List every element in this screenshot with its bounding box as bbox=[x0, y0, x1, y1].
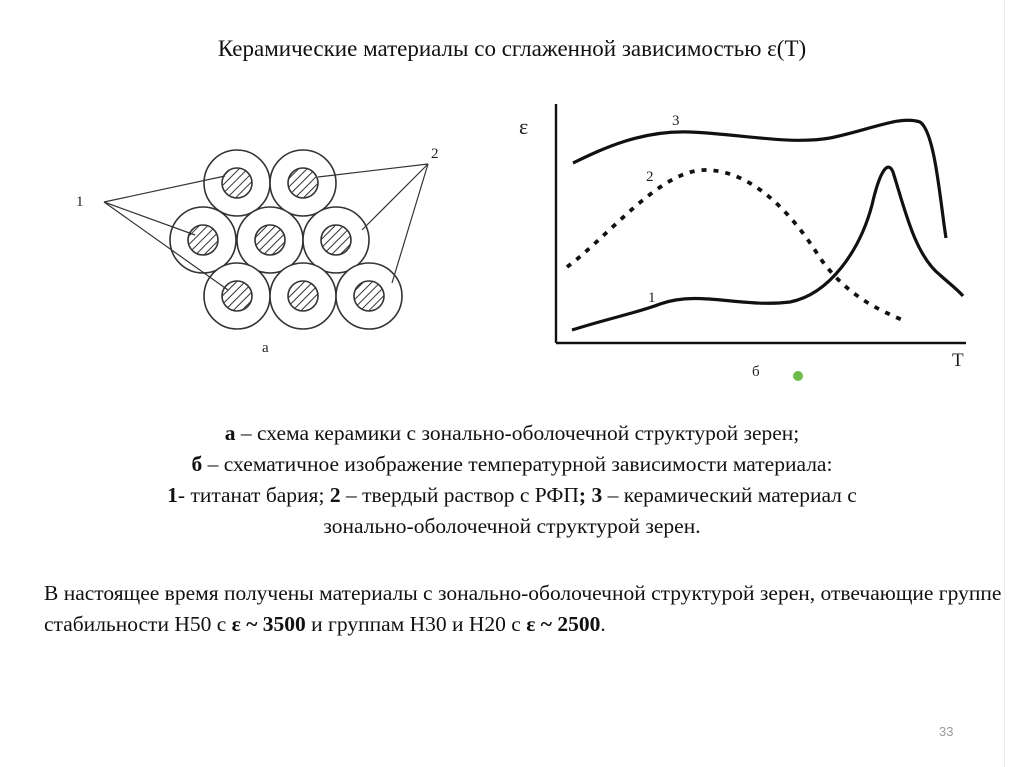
curve-3 bbox=[573, 120, 946, 238]
caption-text-3-cont: зонально-оболочечной структурой зерен. bbox=[323, 514, 701, 538]
caption-text-3: – керамический материал с bbox=[602, 483, 857, 507]
callout-label-2: 2 bbox=[431, 146, 439, 162]
caption-separator: ; bbox=[578, 483, 587, 507]
page-number: 33 bbox=[939, 724, 954, 739]
body-value-2: ε ~ 2500 bbox=[526, 612, 601, 636]
plot-axes bbox=[556, 104, 966, 343]
body-text-1: В настоящее время получены материалы с зонально-оболочечной структурой зерен, отвечающие группе стабильности Н50 с bbox=[44, 581, 1002, 636]
caption-line-a bbox=[20, 418, 1004, 449]
callout-label-1: 1 bbox=[76, 194, 84, 210]
caption-line-cont bbox=[20, 511, 1004, 542]
caption-text-1: - титанат бария; bbox=[177, 483, 330, 507]
figure-a-label: а bbox=[262, 340, 269, 356]
caption-key-3: 3 bbox=[586, 483, 603, 507]
figure-b-label: б bbox=[752, 364, 760, 380]
curve-1-label: 1 bbox=[648, 290, 656, 306]
body-value-1: ε ~ 3500 bbox=[231, 612, 306, 636]
x-axis-label: T bbox=[952, 350, 964, 371]
caption-key-a: а bbox=[224, 421, 236, 445]
caption-text-2: – твердый раствор с РФП bbox=[340, 483, 579, 507]
green-marker-dot bbox=[793, 371, 803, 381]
caption-line-items bbox=[20, 480, 1004, 511]
caption-key-1: 1 bbox=[167, 483, 178, 507]
caption-key-b: б bbox=[191, 452, 203, 476]
figure-caption bbox=[20, 418, 1004, 542]
body-paragraph bbox=[44, 578, 1004, 640]
caption-key-2: 2 bbox=[329, 483, 341, 507]
curve-2-label: 2 bbox=[646, 169, 654, 185]
caption-text-b: – схематичное изображение температурной зависимости материала: bbox=[202, 452, 833, 476]
caption-line-b bbox=[20, 449, 1004, 480]
y-axis-label: ε bbox=[519, 114, 529, 139]
curve-3-label: 3 bbox=[672, 113, 680, 129]
body-text-3: . bbox=[600, 612, 606, 636]
body-text-2: и группам Н30 и Н20 с bbox=[305, 612, 527, 636]
curve-1 bbox=[572, 167, 963, 330]
caption-text-a: – схема керамики с зонально-оболочечной структурой зерен; bbox=[235, 421, 800, 445]
slide-title: Керамические материалы со сглаженной зависимостью ε(Т) bbox=[217, 36, 807, 61]
